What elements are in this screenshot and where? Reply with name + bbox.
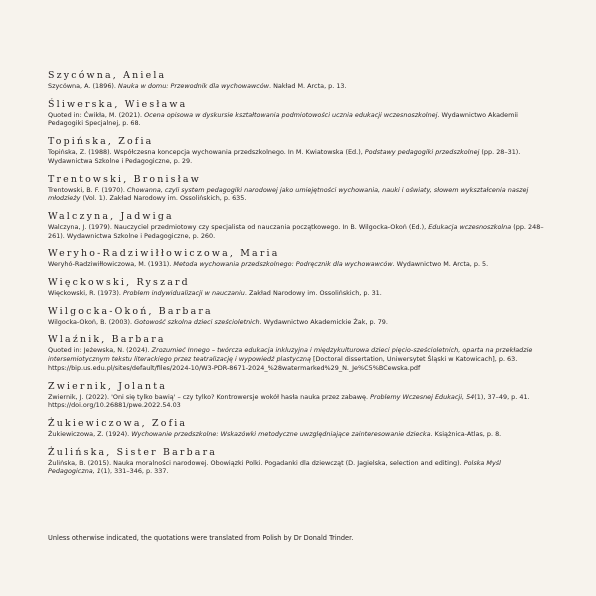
reference-text: . Wydawnictwo Akademii Pedagogiki Specjalnej, p. 68. xyxy=(48,110,518,128)
reference-title: Problemy Wczesnej Edukacji, 54 xyxy=(370,392,475,401)
entry-reference xyxy=(48,318,544,327)
bibliography-list xyxy=(48,70,544,484)
reference-text: Weryhó-Radziwiłłowiczowa, M. (1931). xyxy=(48,260,174,269)
reference-title: Podstawy pedagogiki przedszkolnej xyxy=(364,148,480,157)
bibliography-entry xyxy=(48,447,544,476)
entry-reference xyxy=(48,111,544,128)
entry-reference xyxy=(48,459,544,476)
entry-reference xyxy=(48,393,544,410)
bibliography-entry xyxy=(48,381,544,410)
entry-author: Wilgocka-Okoń, Barbara xyxy=(48,305,213,317)
reference-title: Nauka w domu: Przewodnik dla wychowawców xyxy=(118,82,270,90)
entry-author: Wlaźnik, Barbara xyxy=(48,334,166,346)
reference-text: Walczyna, J. (1979). Nauczyciel przedmiotowy czy specjalista od nauczania początkowego. In B. Wilgocka-Okoń (Ed.), xyxy=(48,222,429,231)
entry-author: Śliwerska, Wiesława xyxy=(48,98,188,110)
reference-text: Quoted in: Jeżewska, N. (2024). xyxy=(48,346,152,355)
bibliography-entry xyxy=(48,248,544,269)
entry-reference xyxy=(48,223,544,240)
bibliography-entry xyxy=(48,418,544,439)
bibliography-entry xyxy=(48,70,544,91)
reference-text: Żukiewiczowa, Z. (1924). xyxy=(48,429,132,438)
entry-reference xyxy=(48,82,544,91)
reference-text: Wilgocka-Okoń, B. (2003). xyxy=(48,317,135,326)
bibliography-entry xyxy=(48,211,544,240)
entry-author: Więckowski, Ryszard xyxy=(48,277,190,289)
reference-text: Zwiernik, J. (2022). 'Oni się tylko bawią' – czy tylko? Kontrowersje wokół hasła nauka przez zabawę. xyxy=(48,392,371,401)
reference-title: Metoda wychowania przedszkolnego: Podręcznik dla wychowawców xyxy=(173,260,393,269)
translation-note: Unless otherwise indicated, the quotations were translated from Polish by Dr Donald Trinder. xyxy=(48,534,354,542)
reference-text: Szycówna, A. (1896). xyxy=(48,82,119,90)
reference-text: (pp. 28–31). Wydawnictwa Szkolne i Pedagogiczne, p. 29. xyxy=(48,148,521,165)
reference-text: . Wydawnictwo M. Arcta, p. 5. xyxy=(392,260,489,269)
entry-author: Zwiernik, Jolanta xyxy=(48,380,168,392)
reference-text: Trentowski, B. F. (1970). xyxy=(48,185,127,194)
bibliography-entry xyxy=(48,277,544,298)
reference-text: Więckowski, R. (1973). xyxy=(48,289,124,298)
reference-text: Topińska, Z. (1988). Współczesna koncepcja wychowania przedszkolnego. In M. Kwiatowska (Ed.), xyxy=(48,148,365,157)
reference-text: (1), 37–49, p. 41. https://doi.org/10.26881/pwe.2022.54.03 xyxy=(48,392,530,410)
reference-text: (Vol. 1). Zakład Narodowy im. Ossolińskich, p. 635. xyxy=(80,194,247,203)
reference-title: Ocena opisowa w dyskursie kształtowania podmiotowości ucznia edukacji wczesnoszkolnej xyxy=(144,110,438,119)
entry-author: Szycówna, Aniela xyxy=(48,70,167,81)
reference-title: Edukacja wczesnoszkolna xyxy=(428,222,512,231)
reference-text: (1), 331–346, p. 337. xyxy=(100,467,169,476)
reference-text: Żulińska, B. (2015). Nauka moralności narodowej. Obowiązki Polki. Pogadanki dla dziewcząt (D. Jagielska, selection and editing). xyxy=(48,458,464,467)
entry-author: Weryho-Radziwiłłowiczowa, Maria xyxy=(48,248,280,260)
reference-title: Wychowanie przedszkolne: Wskazówki metodyczne uwzględniające zainteresowanie dziecka xyxy=(131,429,431,438)
reference-text: . Wydawnictwo Akademickie Żak, p. 79. xyxy=(259,317,388,326)
bibliography-entry xyxy=(48,174,544,203)
entry-author: Żukiewiczowa, Zofia xyxy=(48,417,188,429)
reference-text: . Nakład M. Arcta, p. 13. xyxy=(269,82,347,90)
entry-author: Walczyna, Jadwiga xyxy=(48,210,174,222)
reference-text: Quoted in: Ćwikła, M. (2021). xyxy=(48,110,145,119)
reference-text: (pp. 248–261). Wydawnictwa Szkolne i Pedagogiczne, p. 260. xyxy=(48,222,544,240)
reference-title: Problem indywidualizacji w nauczaniu xyxy=(123,289,245,298)
bibliography-entry xyxy=(48,306,544,327)
entry-reference xyxy=(48,186,544,203)
bibliography-entry xyxy=(48,334,544,372)
entry-author: Topińska, Zofia xyxy=(48,136,154,148)
entry-reference xyxy=(48,260,544,269)
reference-title: Chowanna, czyli system pedagogiki narodowej jako umiejętności wychowania, nauki i oświaty, słowem wykształcenia naszej młodzieży xyxy=(48,185,529,203)
reference-text: [Doctoral dissertation, Uniwersytet Śląski w Katowicach], p. 63. https://bip.us.edu.pl/sites/default/files/2024-10/W3-PDR-8671-2024_%28watermarked%29_N._Je%C5%BCewska.pdf xyxy=(48,355,518,372)
entry-author: Trentowski, Bronisław xyxy=(48,173,201,185)
bibliography-entry xyxy=(48,136,544,165)
entry-reference xyxy=(48,289,544,298)
reference-title: Polska Myśl Pedagogiczna, 1 xyxy=(48,458,501,476)
entry-reference xyxy=(48,430,544,439)
reference-title: Gotowość szkolna dzieci sześcioletnich xyxy=(134,317,260,326)
reference-title: Zrozumieć Innego – twórcza edukacja inkluzyjna i międzykulturowa dzieci pięcio-sześcioletnich, oparta na przekładzie intersemiotycznym tekstu literackiego przez teatralizację i wypowiedź plastyczną xyxy=(48,346,533,364)
entry-reference xyxy=(48,346,544,372)
bibliography-entry xyxy=(48,99,544,128)
reference-text: . Zakład Narodowy im. Ossolińskich, p. 31. xyxy=(244,289,382,298)
entry-author: Żulińska, Sister Barbara xyxy=(48,446,218,458)
entry-reference xyxy=(48,148,544,165)
reference-text: . Książnica-Atlas, p. 8. xyxy=(430,429,502,438)
